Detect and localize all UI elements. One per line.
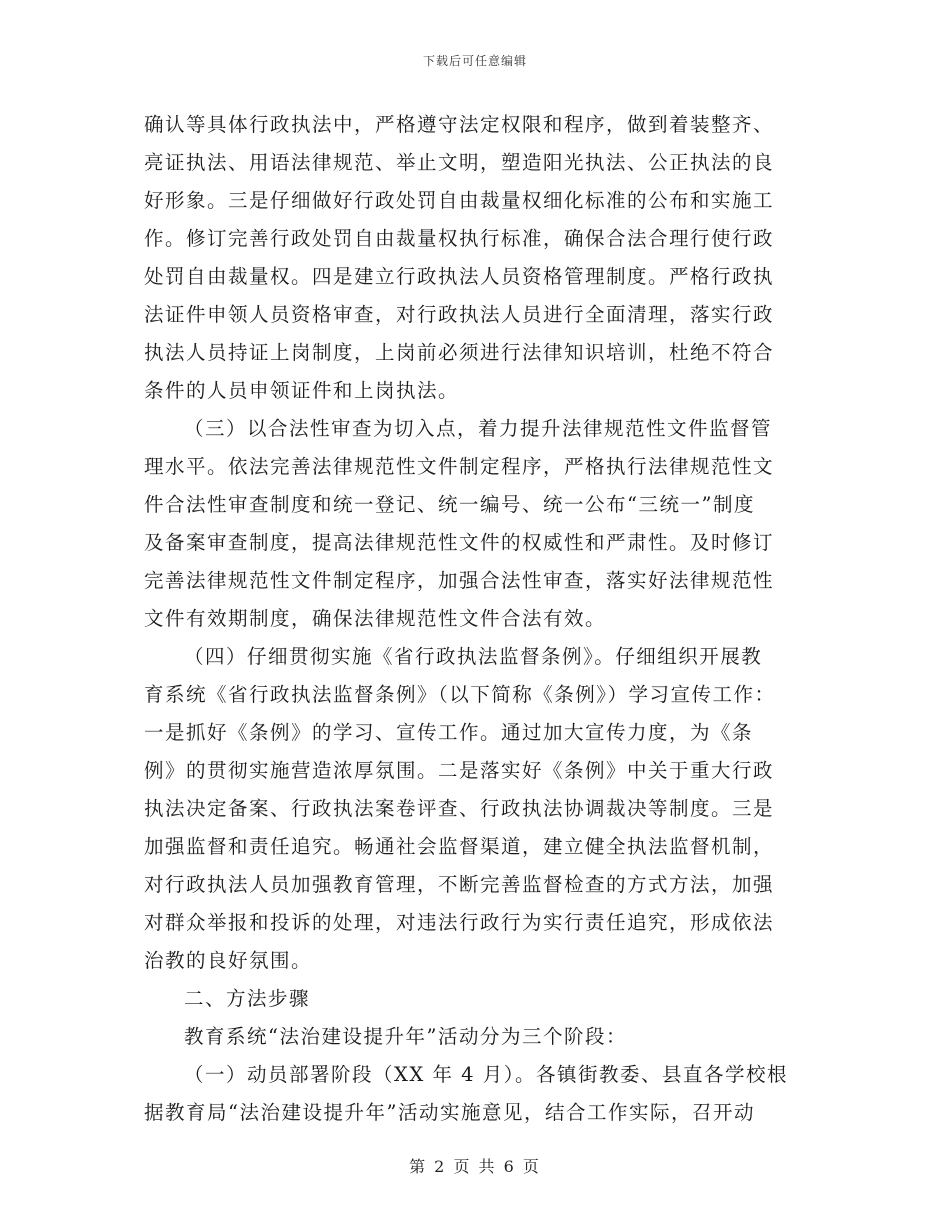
text-line: 确认等具体行政执法中，严格遵守法定权限和程序，做到着装整齐、 <box>144 113 775 136</box>
text-line: （一）动员部署阶段（XX 年 4 月）。各镇街教委、县直各学校根 <box>184 1063 789 1086</box>
text-line: （四）仔细贯彻实施《省行政执法监督条例》。仔细组织开展教 <box>184 645 763 668</box>
text-line: 作。修订完善行政处罚自由裁量权执行标准，确保合法合理行使行政 <box>144 227 775 250</box>
document-body <box>144 106 808 1132</box>
text-line: 执法人员持证上岗制度，上岗前必须进行法律知识培训，杜绝不符合 <box>144 341 775 364</box>
text-line: 育系统《省行政执法监督条例》（以下简称《条例》）学习宣传工作： <box>144 683 776 706</box>
text-line: 治教的良好氛围。 <box>144 949 313 972</box>
text-line: 对群众举报和投诉的处理，对违法行政行为实行责任追究，形成依法 <box>144 911 775 934</box>
text-line: 一是抓好《条例》的学习、宣传工作。通过加大宣传力度，为《条 <box>144 721 754 744</box>
text-line: 理水平。依法完善法律规范性文件制定程序，严格执行法律规范性文 <box>144 455 775 478</box>
text-line: 对行政执法人员加强教育管理，不断完善监督检查的方式方法，加强 <box>144 873 775 896</box>
text-line: 加强监督和责任追究。畅通社会监督渠道，建立健全执法监督机制， <box>144 835 775 858</box>
text-line: 执法决定备案、行政执法案卷评查、行政执法协调裁决等制度。三是 <box>144 797 775 820</box>
text-line: 法证件申领人员资格审查，对行政执法人员进行全面清理，落实行政 <box>144 303 775 326</box>
text-line: 教育系统“法治建设提升年”活动分为三个阶段： <box>184 1025 627 1048</box>
text-line: 件合法性审查制度和统一登记、统一编号、统一公布“三统一”制度 <box>144 493 755 516</box>
text-line: 及备案审查制度，提高法律规范性文件的权威性和严肃性。及时修订 <box>144 531 775 554</box>
text-line: （三）以合法性审查为切入点，着力提升法律规范性文件监督管 <box>184 417 773 440</box>
page-header-note: 下载后可任意编辑 <box>422 54 527 68</box>
text-line: 据教育局“法治建设提升年”活动实施意见，结合工作实际，召开动 <box>144 1101 755 1124</box>
text-line: 好形象。三是仔细做好行政处罚自由裁量权细化标准的公布和实施工 <box>144 189 775 212</box>
page-number-footer: 第 2 页 共 6 页 <box>409 1157 541 1176</box>
text-line: 条件的人员申领证件和上岗执法。 <box>144 379 460 402</box>
text-line: 处罚自由裁量权。四是建立行政执法人员资格管理制度。严格行政执 <box>144 265 775 288</box>
text-line: 二、方法步骤 <box>184 987 311 1010</box>
text-line: 亮证执法、用语法律规范、举止文明，塑造阳光执法、公正执法的良 <box>144 151 775 174</box>
text-line: 例》的贯彻实施营造浓厚氛围。二是落实好《条例》中关于重大行政 <box>144 759 775 782</box>
text-line: 文件有效期制度，确保法律规范性文件合法有效。 <box>144 607 607 630</box>
text-line: 完善法律规范性文件制定程序，加强合法性审查，落实好法律规范性 <box>144 569 775 592</box>
